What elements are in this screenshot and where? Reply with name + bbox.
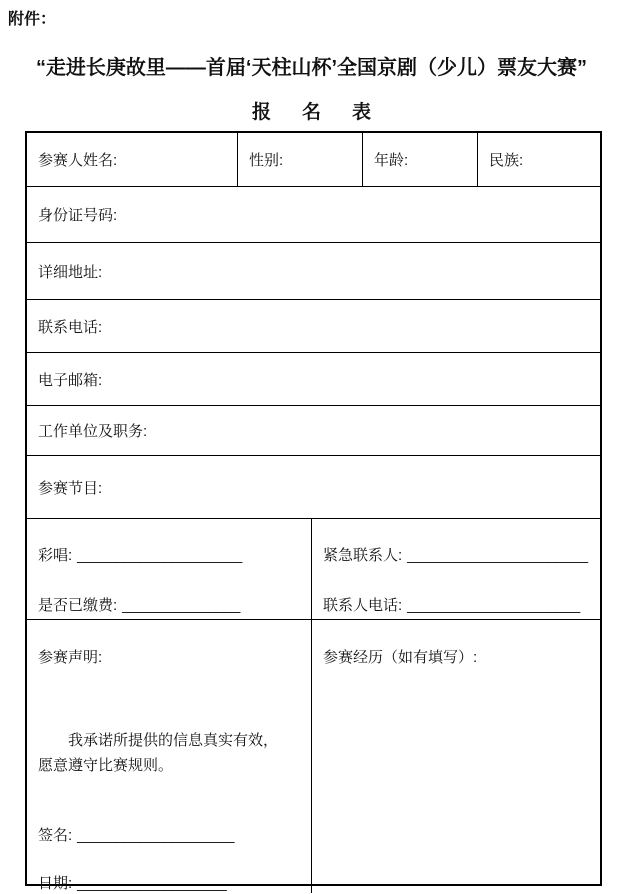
blank-line[interactable]: _______________________ [407, 547, 588, 564]
age-label: 年龄: [374, 152, 409, 169]
page-title: “走进长庚故里——首届‘天柱山杯’全国京剧（少儿）票友大赛” [35, 57, 588, 79]
declaration-cell[interactable] [27, 620, 311, 893]
field-workplace[interactable] [27, 406, 600, 455]
table-row [27, 518, 600, 619]
experience-cell[interactable] [311, 620, 600, 893]
table-row [27, 405, 600, 455]
field-participant-name[interactable] [27, 133, 237, 186]
date-label: 日期: [38, 875, 73, 892]
table-row [27, 352, 600, 405]
table-row [27, 186, 600, 242]
phone-label: 联系电话: [38, 318, 103, 336]
address-label: 详细地址: [38, 263, 103, 281]
table-row [27, 455, 600, 518]
declaration-text [38, 728, 301, 778]
contact-phone-label: 联系人电话: [323, 597, 403, 614]
workplace-label: 工作单位及职务: [38, 423, 148, 440]
field-contact-phone[interactable] [323, 594, 580, 615]
field-ethnicity[interactable] [477, 133, 600, 186]
table-row [27, 299, 600, 352]
ethnicity-label: 民族: [489, 152, 524, 169]
signature-label: 签名: [38, 827, 73, 844]
field-id-number[interactable] [27, 187, 600, 242]
blank-line[interactable]: ___________________ [77, 875, 227, 892]
gender-label: 性别: [249, 152, 284, 169]
table-row [27, 242, 600, 299]
id-number-label: 身份证号码: [38, 207, 118, 224]
field-address[interactable] [27, 243, 600, 299]
program-label: 参赛节目: [38, 479, 103, 497]
field-gender[interactable] [237, 133, 362, 186]
field-fee-paid[interactable] [38, 594, 240, 615]
blank-line[interactable]: _______________ [122, 597, 240, 614]
fill-column-left [27, 519, 311, 619]
fee-paid-label: 是否已缴费: [38, 597, 118, 614]
field-date[interactable] [38, 872, 226, 893]
fill-column-right [311, 519, 600, 619]
declaration-line2: 愿意遵守比赛规则。 [38, 757, 174, 774]
field-email[interactable] [27, 353, 600, 405]
blank-line[interactable]: ______________________ [407, 597, 580, 614]
blank-line[interactable]: _____________________ [77, 547, 242, 564]
emergency-contact-label: 紧急联系人: [323, 547, 403, 564]
field-phone[interactable] [27, 300, 600, 352]
email-label: 电子邮箱: [38, 371, 103, 389]
experience-title: 参赛经历（如有填写）: [323, 649, 478, 666]
costume-singing-label: 彩唱: [38, 547, 73, 564]
participant-name-label: 参赛人姓名: [38, 152, 118, 169]
field-age[interactable] [362, 133, 477, 186]
declaration-title: 参赛声明: [38, 649, 103, 666]
blank-line[interactable]: ____________________ [77, 827, 235, 844]
field-emergency-contact[interactable] [323, 544, 588, 565]
registration-table [25, 131, 602, 892]
field-signature[interactable] [38, 824, 234, 845]
attachment-label: 附件： [8, 11, 57, 28]
table-row [27, 619, 600, 893]
field-costume-singing[interactable] [38, 544, 242, 565]
form-title: 报 名 表 [251, 102, 377, 123]
declaration-line1: 我承诺所提供的信息真实有效， [68, 732, 279, 749]
field-program[interactable] [27, 456, 600, 518]
table-row [27, 133, 600, 186]
